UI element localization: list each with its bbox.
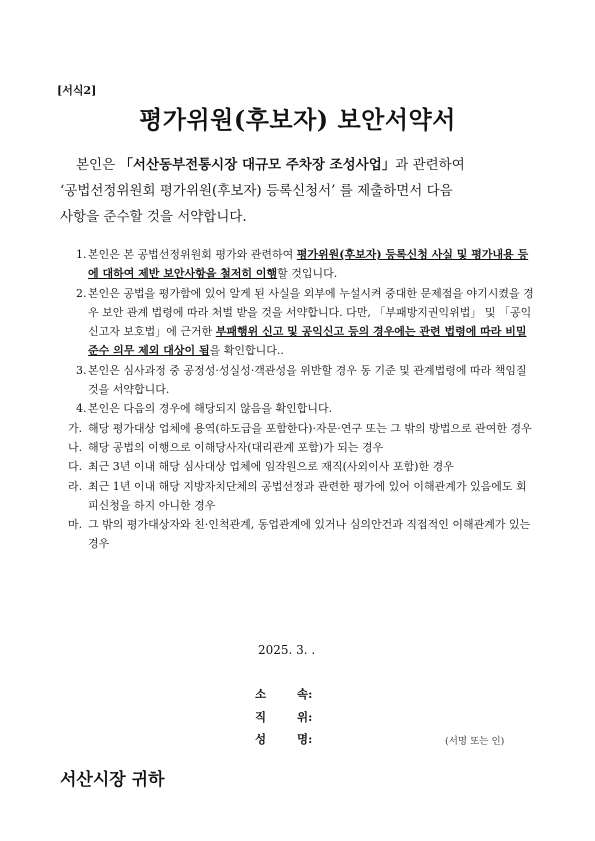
sub-item [68,419,536,438]
sub-item-text: 최근 3년 이내 해당 심사대상 업체에 임작원으로 재직(사외이사 포함)한 경우 [88,460,454,474]
item-text: 본인은 다음의 경우에 해당되지 않음을 확인합니다. [88,402,333,416]
sub-item [68,438,536,457]
sub-item-number: 라. [68,479,83,493]
item-number: 4. [76,402,87,416]
item-number: 3. [76,363,87,377]
pledge-item [76,361,536,400]
pledge-item [76,284,536,361]
sub-item [68,477,536,516]
item-text: 을 확인합니다.. [209,344,284,358]
item-emphasis: 평가위원(후보자) 등록신청 사실 및 평가내용 등에 대하여 제반 보안사항을 철저히 이행 [88,248,529,281]
affiliation-label: 소 [255,687,267,701]
sub-item-text: 해당 평가대상 업체에 용역(하도급을 포함한다)·자문·연구 또는 그 밖의 방법으로 관여한 경우 [88,421,532,435]
sub-item-number: 다. [68,460,83,474]
item-number: 2. [76,286,87,300]
document-title: 평가위원(후보자) 보안서약서 [139,105,456,134]
pledge-item [76,399,536,418]
project-name: 「서산동부전통시장 대규모 주차장 조성사업」 [119,157,396,173]
intro-line-3: 사항을 준수할 것을 서약합니다. [60,209,247,225]
sub-item [68,515,536,554]
item-text: 할 것입니다. [277,267,338,281]
item-text: 본인은 심사과정 중 공정성·성실성·객관성을 위반할 경우 동 기준 및 관계법령에 따라 책임질 것을 서약합니다. [88,363,527,397]
affiliation-row [255,686,312,702]
pledge-item [76,245,536,284]
item-text: 본인은 본 공법선정위원회 평가와 관련하여 [88,248,297,261]
name-label: 명: [297,732,313,746]
position-label: 위: [297,710,313,724]
sub-item-text: 그 밖의 평가대상자와 친·인척관계, 동업관계에 있거나 심의안건과 직접적인 이해관계가 있는 경우 [88,518,531,551]
sub-item-number: 마. [68,518,83,532]
name-row [255,731,312,747]
pledge-list [68,245,536,554]
sub-item-text: 최근 1년 이내 해당 지방자치단체의 공법선정과 관련한 평가에 있어 이해관계가 있음에도 회피신청을 하지 아니한 경우 [88,479,527,512]
item-emphasis: 부패행위 신고 및 공익신고 등의 경우에는 관련 법령에 따라 비밀준수 의무 제외 대상이 됨 [88,325,527,358]
name-label: 성 [255,732,267,746]
position-row [255,709,312,725]
position-label: 직 [255,710,267,724]
intro-line-2: ‘공법선정위원회 평가위원(후보자) 등록신청서’ 를 제출하면서 다음 [60,183,453,199]
pledge-date: 2025. 3. . [258,643,316,657]
intro-line-1 [60,152,550,178]
affiliation-label: 속: [297,687,313,701]
addressee: 서산시장 귀하 [60,770,165,790]
intro-text: 본인은 [76,157,116,173]
sub-item [68,457,536,476]
signature-hint: (서명 또는 인) [445,736,505,747]
item-text: 본인은 공법을 평가함에 있어 알게 된 사실을 외부에 누설시켜 중대한 문제점을 야기시켰을 경우 보안 관계 법령에 따라 처벌 받을 것을 서약합니다. 다만, 「부패방지권익위법」 및 「공익신고자 보호법」에 근거한 [88,286,534,339]
form-label: [서식2] [57,84,97,97]
sub-item-text: 해당 공법의 이행으로 이해당사자(대리관계 포함)가 되는 경우 [88,440,384,454]
intro-paragraph [60,152,550,230]
sub-item-number: 가. [68,421,83,435]
sub-item-number: 나. [68,440,83,454]
item-number: 1. [76,248,87,261]
intro-text: 과 관련하여 [395,157,465,173]
